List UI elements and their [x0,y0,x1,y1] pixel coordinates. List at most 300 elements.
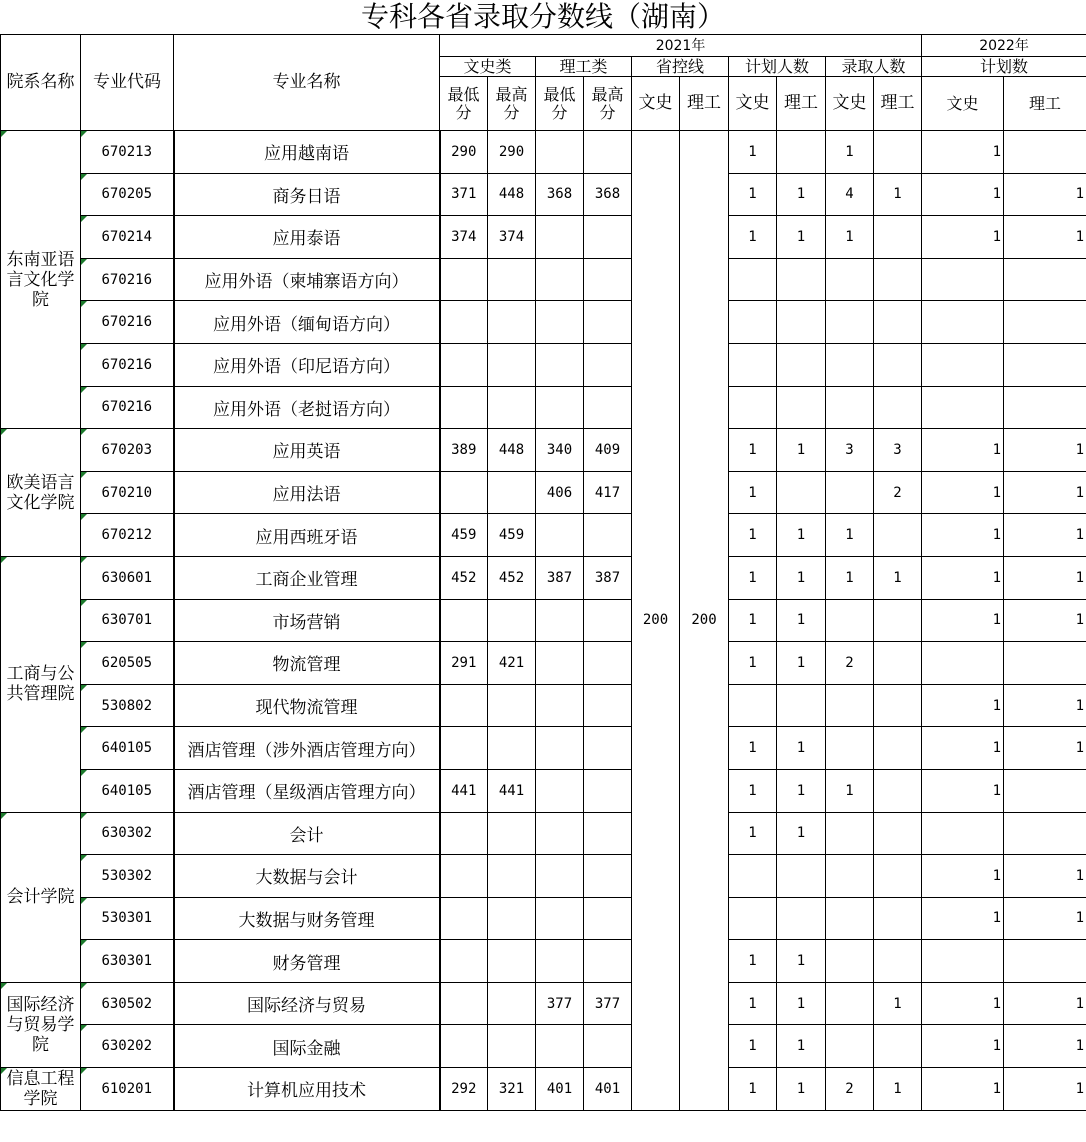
plan-ligong [777,386,826,429]
plan-2022-wenshi: 1 [922,471,1004,514]
table-row [1,812,1086,855]
plan-wenshi: 1 [729,1068,777,1111]
header-wenshi-min: 最低分 [440,77,488,131]
plan-2022-wenshi: 1 [922,855,1004,898]
wenshi-max-score [488,897,536,940]
wenshi-max-score [488,471,536,514]
admit-ligong [874,599,922,642]
ligong-min-score [536,769,584,812]
table-row [1,642,1086,685]
wenshi-min-score [440,727,488,770]
plan-2022-wenshi [922,386,1004,429]
wenshi-max-score: 448 [488,429,536,472]
plan-2022-wenshi [922,258,1004,301]
major-code: 670213 [81,131,174,174]
wenshi-max-score [488,727,536,770]
header-year-2021: 2021年 [440,35,922,57]
plan-wenshi: 1 [729,429,777,472]
plan-2022-ligong: 1 [1004,599,1086,642]
ligong-max-score [584,599,632,642]
major-code: 630202 [81,1025,174,1068]
plan-wenshi: 1 [729,599,777,642]
wenshi-max-score [488,1025,536,1068]
admit-ligong [874,301,922,344]
major-name: 计算机应用技术 [174,1068,440,1111]
plan-2022-ligong: 1 [1004,982,1086,1025]
admit-wenshi: 3 [826,429,874,472]
wenshi-min-score: 371 [440,173,488,216]
plan-2022-wenshi: 1 [922,897,1004,940]
plan-2022-ligong: 1 [1004,684,1086,727]
major-name: 市场营销 [174,599,440,642]
header-ligong-min: 最低分 [536,77,584,131]
admit-wenshi [826,471,874,514]
admit-ligong [874,940,922,983]
ligong-min-score [536,812,584,855]
major-code: 640105 [81,727,174,770]
plan-2022-wenshi: 1 [922,173,1004,216]
plan-ligong [777,471,826,514]
plan-2022-wenshi: 1 [922,216,1004,259]
wenshi-max-score: 452 [488,556,536,599]
major-name: 酒店管理（涉外酒店管理方向） [174,727,440,770]
header-control-ligong: 理工 [680,77,729,131]
plan-wenshi [729,301,777,344]
header-admit-count: 录取人数 [826,57,922,77]
ligong-min-score [536,1025,584,1068]
major-code: 630302 [81,812,174,855]
plan-ligong: 1 [777,1068,826,1111]
wenshi-min-score [440,599,488,642]
wenshi-min-score: 452 [440,556,488,599]
plan-2022-ligong [1004,642,1086,685]
control-line-ligong: 200 [680,131,729,1111]
plan-wenshi: 1 [729,1025,777,1068]
table-row [1,897,1086,940]
major-code: 670216 [81,301,174,344]
wenshi-min-score [440,301,488,344]
table-row [1,471,1086,514]
plan-2022-ligong [1004,769,1086,812]
major-code: 630701 [81,599,174,642]
major-code: 670216 [81,386,174,429]
ligong-min-score [536,642,584,685]
plan-ligong: 1 [777,940,826,983]
admit-ligong: 1 [874,982,922,1025]
plan-ligong: 1 [777,429,826,472]
ligong-min-score [536,940,584,983]
major-code: 670214 [81,216,174,259]
table-row [1,386,1086,429]
wenshi-min-score: 459 [440,514,488,557]
plan-ligong: 1 [777,642,826,685]
major-name: 物流管理 [174,642,440,685]
plan-wenshi: 1 [729,940,777,983]
wenshi-min-score: 441 [440,769,488,812]
table-row [1,301,1086,344]
ligong-max-score [584,386,632,429]
admit-wenshi: 1 [826,556,874,599]
major-name: 酒店管理（星级酒店管理方向） [174,769,440,812]
ligong-min-score [536,131,584,174]
wenshi-min-score [440,897,488,940]
wenshi-max-score: 459 [488,514,536,557]
admit-ligong [874,897,922,940]
wenshi-max-score: 421 [488,642,536,685]
ligong-max-score: 387 [584,556,632,599]
wenshi-max-score [488,812,536,855]
admit-wenshi [826,599,874,642]
department-name: 东南亚语言文化学院 [1,131,81,429]
admit-wenshi: 1 [826,131,874,174]
wenshi-min-score [440,386,488,429]
major-code: 620505 [81,642,174,685]
ligong-max-score [584,769,632,812]
major-name: 国际金融 [174,1025,440,1068]
wenshi-min-score [440,471,488,514]
wenshi-min-score: 292 [440,1068,488,1111]
wenshi-max-score [488,982,536,1025]
plan-2022-ligong [1004,301,1086,344]
plan-ligong: 1 [777,216,826,259]
plan-2022-ligong: 1 [1004,173,1086,216]
plan-2022-ligong: 1 [1004,1068,1086,1111]
major-name: 应用外语（印尼语方向） [174,343,440,386]
plan-2022-ligong: 1 [1004,514,1086,557]
table-row [1,131,1086,174]
plan-2022-wenshi [922,812,1004,855]
plan-2022-wenshi: 1 [922,556,1004,599]
wenshi-min-score [440,684,488,727]
admit-wenshi: 4 [826,173,874,216]
table-row [1,1068,1086,1111]
plan-ligong: 1 [777,173,826,216]
wenshi-min-score: 374 [440,216,488,259]
plan-ligong: 1 [777,556,826,599]
admit-wenshi: 1 [826,769,874,812]
wenshi-max-score [488,855,536,898]
wenshi-max-score: 321 [488,1068,536,1111]
department-name: 信息工程学院 [1,1068,81,1111]
plan-2022-wenshi: 1 [922,131,1004,174]
plan-2022-wenshi: 1 [922,429,1004,472]
wenshi-max-score [488,599,536,642]
admit-ligong [874,855,922,898]
major-code: 670216 [81,258,174,301]
plan-2022-ligong: 1 [1004,727,1086,770]
ligong-min-score [536,386,584,429]
major-code: 630502 [81,982,174,1025]
ligong-min-score [536,684,584,727]
ligong-max-score: 368 [584,173,632,216]
plan-wenshi [729,897,777,940]
plan-wenshi: 1 [729,216,777,259]
wenshi-max-score [488,386,536,429]
plan-wenshi [729,386,777,429]
admit-wenshi [826,343,874,386]
table-row [1,556,1086,599]
admit-ligong [874,514,922,557]
major-name: 商务日语 [174,173,440,216]
major-name: 应用越南语 [174,131,440,174]
table-row [1,684,1086,727]
ligong-min-score: 377 [536,982,584,1025]
ligong-min-score [536,897,584,940]
department-name: 会计学院 [1,812,81,982]
header-2022-wenshi: 文史 [922,77,1004,131]
ligong-max-score [584,684,632,727]
admit-ligong: 1 [874,1068,922,1111]
plan-wenshi [729,855,777,898]
header-plan-count: 计划人数 [729,57,826,77]
admit-ligong [874,684,922,727]
plan-wenshi: 1 [729,982,777,1025]
table-row [1,1025,1086,1068]
major-name: 应用泰语 [174,216,440,259]
table-row [1,514,1086,557]
plan-ligong [777,131,826,174]
plan-ligong: 1 [777,1025,826,1068]
plan-ligong: 1 [777,599,826,642]
wenshi-min-score [440,855,488,898]
plan-2022-ligong: 1 [1004,897,1086,940]
admit-ligong [874,769,922,812]
admit-ligong [874,727,922,770]
admit-wenshi [826,301,874,344]
admit-ligong [874,216,922,259]
wenshi-max-score [488,343,536,386]
wenshi-min-score [440,812,488,855]
ligong-min-score: 340 [536,429,584,472]
major-code: 630601 [81,556,174,599]
plan-wenshi: 1 [729,642,777,685]
wenshi-min-score [440,982,488,1025]
wenshi-max-score: 448 [488,173,536,216]
table-row [1,173,1086,216]
wenshi-min-score [440,258,488,301]
ligong-max-score [584,1025,632,1068]
header-code: 专业代码 [81,35,174,131]
plan-ligong: 1 [777,982,826,1025]
ligong-min-score: 368 [536,173,584,216]
admit-wenshi [826,855,874,898]
plan-2022-wenshi: 1 [922,599,1004,642]
plan-2022-ligong: 1 [1004,429,1086,472]
table-row [1,769,1086,812]
admission-score-table [0,34,1086,1111]
header-wenshi-group: 文史类 [440,57,536,77]
table-row [1,343,1086,386]
plan-ligong: 1 [777,514,826,557]
major-name: 应用外语（老挝语方向） [174,386,440,429]
plan-2022-ligong: 1 [1004,216,1086,259]
admit-wenshi: 2 [826,642,874,685]
ligong-max-score [584,940,632,983]
admit-ligong [874,642,922,685]
admit-wenshi: 1 [826,514,874,557]
major-name: 应用英语 [174,429,440,472]
wenshi-max-score [488,258,536,301]
control-line-wenshi: 200 [632,131,680,1111]
plan-2022-wenshi: 1 [922,727,1004,770]
admit-ligong [874,258,922,301]
plan-2022-ligong [1004,258,1086,301]
plan-ligong [777,258,826,301]
admit-ligong [874,1025,922,1068]
plan-2022-ligong [1004,386,1086,429]
admit-ligong: 3 [874,429,922,472]
major-code: 670212 [81,514,174,557]
major-code: 530301 [81,897,174,940]
table-row [1,940,1086,983]
plan-ligong [777,684,826,727]
major-code: 530302 [81,855,174,898]
ligong-max-score [584,216,632,259]
major-code: 670216 [81,343,174,386]
ligong-max-score [584,514,632,557]
ligong-max-score [584,727,632,770]
major-code: 670203 [81,429,174,472]
header-control-line: 省控线 [632,57,729,77]
plan-wenshi [729,258,777,301]
table-row [1,429,1086,472]
page-title: 专科各省录取分数线（湖南） [360,0,725,33]
major-code: 530802 [81,684,174,727]
table-row [1,855,1086,898]
major-name: 工商企业管理 [174,556,440,599]
plan-2022-ligong: 1 [1004,471,1086,514]
header-ligong-group: 理工类 [536,57,632,77]
plan-2022-ligong: 1 [1004,556,1086,599]
major-name: 会计 [174,812,440,855]
table-row [1,727,1086,770]
plan-2022-wenshi: 1 [922,1068,1004,1111]
major-code: 640105 [81,769,174,812]
plan-ligong: 1 [777,727,826,770]
major-code: 670205 [81,173,174,216]
ligong-max-score [584,258,632,301]
wenshi-max-score: 441 [488,769,536,812]
plan-2022-ligong [1004,343,1086,386]
ligong-max-score [584,343,632,386]
plan-wenshi [729,684,777,727]
plan-wenshi: 1 [729,556,777,599]
plan-wenshi: 1 [729,131,777,174]
plan-2022-ligong [1004,940,1086,983]
plan-2022-wenshi: 1 [922,982,1004,1025]
department-name: 国际经济与贸易学院 [1,982,81,1067]
header-control-wenshi: 文史 [632,77,680,131]
department-name: 欧美语言文化学院 [1,429,81,557]
admit-ligong [874,812,922,855]
plan-ligong [777,855,826,898]
admit-wenshi [826,982,874,1025]
major-name: 财务管理 [174,940,440,983]
table-row [1,982,1086,1025]
header-admit-ligong: 理工 [874,77,922,131]
wenshi-min-score [440,1025,488,1068]
plan-2022-wenshi: 1 [922,684,1004,727]
plan-ligong [777,301,826,344]
major-name: 国际经济与贸易 [174,982,440,1025]
wenshi-max-score: 290 [488,131,536,174]
header-ligong-max: 最高分 [584,77,632,131]
header-2022-ligong: 理工 [1004,77,1086,131]
major-name: 应用西班牙语 [174,514,440,557]
major-name: 大数据与会计 [174,855,440,898]
ligong-max-score [584,301,632,344]
wenshi-min-score [440,940,488,983]
ligong-max-score [584,897,632,940]
header-plan-ligong: 理工 [777,77,826,131]
admit-ligong: 2 [874,471,922,514]
admit-wenshi [826,812,874,855]
plan-ligong [777,897,826,940]
plan-ligong: 1 [777,812,826,855]
admit-wenshi [826,940,874,983]
major-name: 应用外语（缅甸语方向） [174,301,440,344]
ligong-min-score [536,301,584,344]
ligong-min-score [536,514,584,557]
ligong-max-score: 401 [584,1068,632,1111]
admit-wenshi [826,684,874,727]
plan-wenshi [729,343,777,386]
ligong-min-score: 406 [536,471,584,514]
ligong-max-score [584,812,632,855]
ligong-min-score [536,855,584,898]
ligong-min-score [536,599,584,642]
header-plan-wenshi: 文史 [729,77,777,131]
admit-ligong [874,131,922,174]
wenshi-min-score: 389 [440,429,488,472]
plan-2022-ligong: 1 [1004,855,1086,898]
plan-2022-wenshi [922,642,1004,685]
plan-wenshi: 1 [729,173,777,216]
ligong-max-score: 377 [584,982,632,1025]
admit-ligong [874,343,922,386]
plan-2022-wenshi [922,940,1004,983]
header-name: 专业名称 [174,35,440,131]
ligong-min-score [536,727,584,770]
ligong-min-score [536,216,584,259]
ligong-max-score [584,855,632,898]
plan-2022-wenshi: 1 [922,769,1004,812]
header-dept: 院系名称 [1,35,81,131]
major-name: 现代物流管理 [174,684,440,727]
wenshi-min-score: 290 [440,131,488,174]
plan-2022-wenshi [922,301,1004,344]
header-wenshi-max: 最高分 [488,77,536,131]
wenshi-max-score: 374 [488,216,536,259]
plan-2022-ligong: 1 [1004,1025,1086,1068]
wenshi-max-score [488,684,536,727]
plan-2022-wenshi: 1 [922,1025,1004,1068]
ligong-max-score [584,642,632,685]
plan-wenshi: 1 [729,769,777,812]
major-code: 610201 [81,1068,174,1111]
plan-2022-wenshi [922,343,1004,386]
admit-wenshi [826,727,874,770]
admit-wenshi [826,258,874,301]
table-row [1,216,1086,259]
ligong-max-score: 409 [584,429,632,472]
wenshi-min-score: 291 [440,642,488,685]
plan-2022-ligong [1004,131,1086,174]
plan-wenshi: 1 [729,514,777,557]
ligong-max-score: 417 [584,471,632,514]
ligong-min-score: 401 [536,1068,584,1111]
department-name: 工商与公共管理院 [1,556,81,812]
